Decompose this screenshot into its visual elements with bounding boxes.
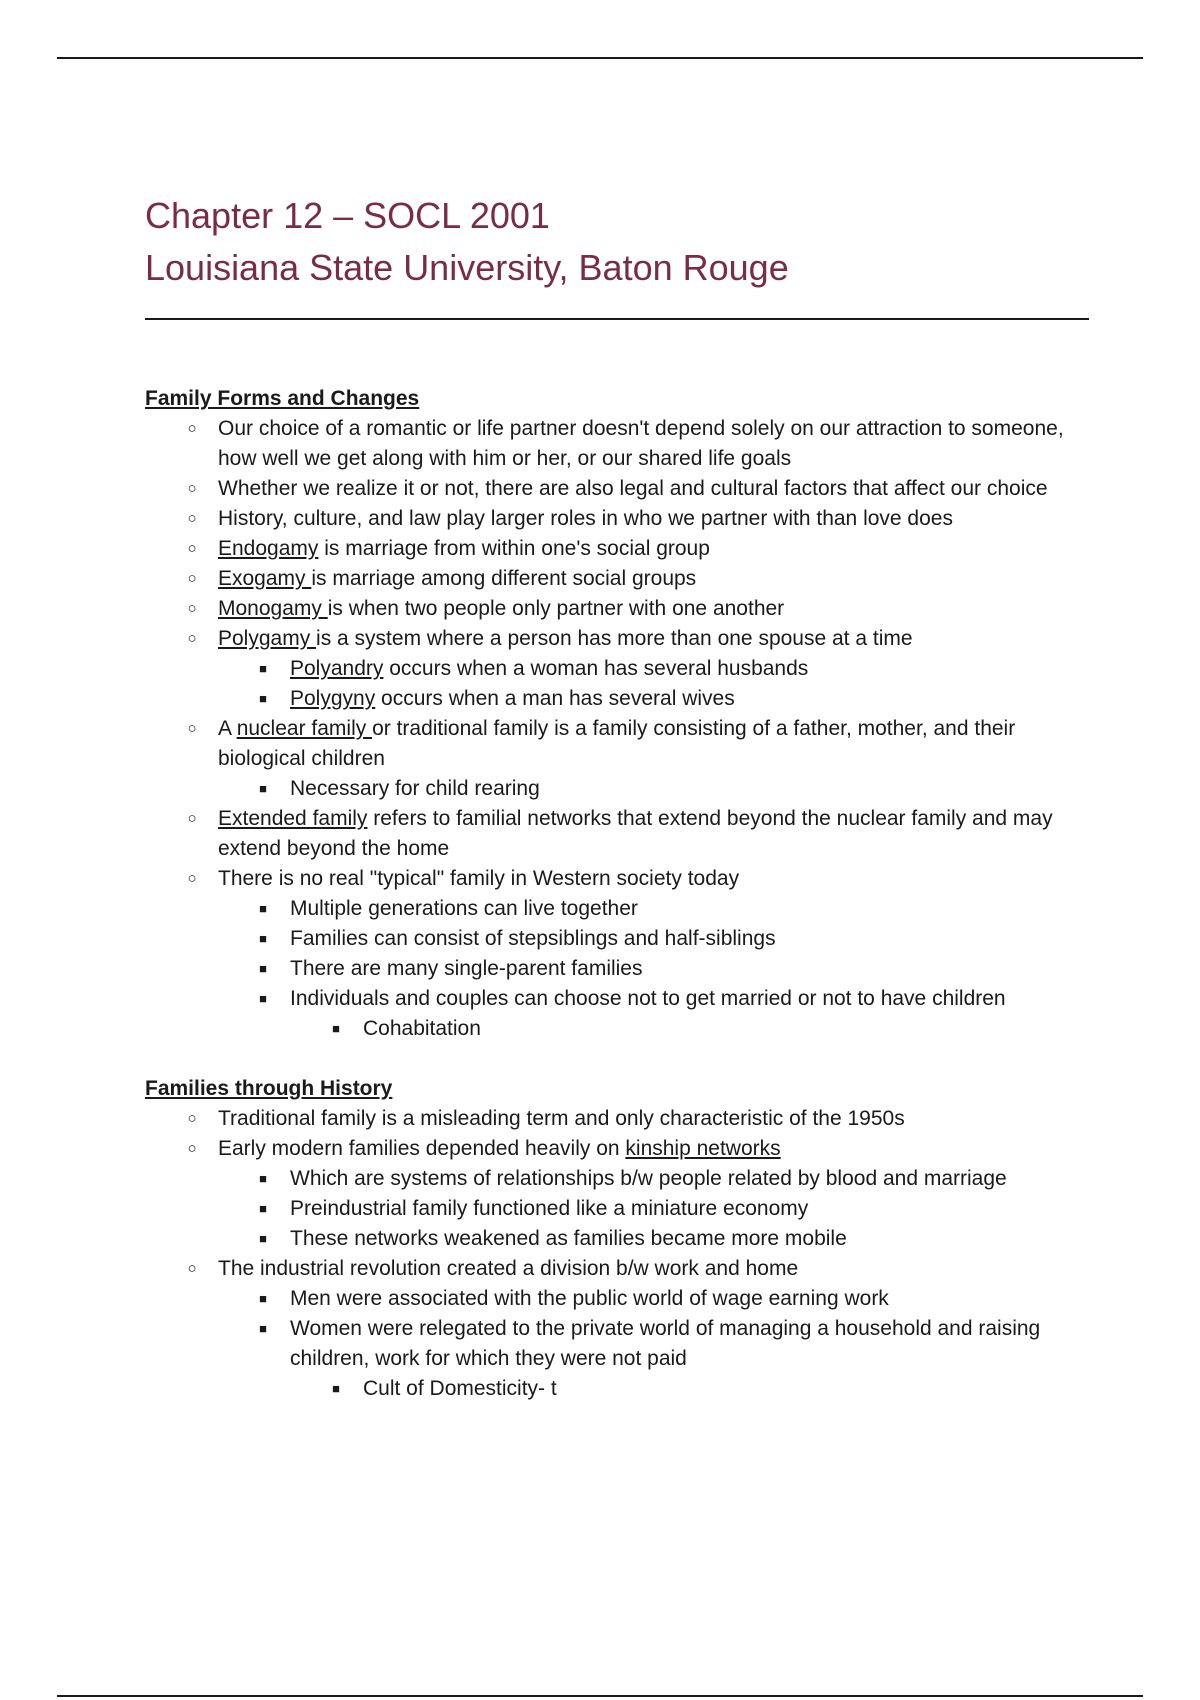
hollow-circle-bullet-icon: ○: [187, 720, 197, 737]
outline-item-level-2: [145, 1194, 1105, 1224]
square-bullet-icon: ■: [259, 661, 267, 676]
outline-item-level-2: [145, 984, 1105, 1014]
key-term: Monogamy: [218, 597, 328, 620]
outline-item-text: [290, 1317, 1040, 1370]
outline-item-text: [218, 627, 913, 650]
item-text-run: There is no real "typical" family in Western society today: [218, 867, 740, 890]
item-text-run: Early modern families depended heavily on: [218, 1137, 626, 1160]
outline-item-level-1: [145, 1254, 1105, 1284]
item-text-run: is when two people only partner with one another: [327, 597, 785, 620]
item-text-run: Families can consist of stepsiblings and half-siblings: [290, 927, 776, 950]
outline-item-level-1: [145, 414, 1105, 474]
hollow-circle-bullet-icon: ○: [187, 510, 197, 527]
outline-item-level-1: [145, 504, 1105, 534]
outline-item-level-2: [145, 684, 1105, 714]
outline-item-level-2: [145, 924, 1105, 954]
outline-item-level-1: [145, 564, 1105, 594]
item-text-run: Traditional family is a misleading term and only characteristic of the 1950s: [218, 1107, 905, 1130]
item-text-run: History, culture, and law play larger roles in who we partner with than love does: [218, 507, 953, 530]
square-bullet-icon: ■: [259, 991, 267, 1006]
key-term: nuclear family: [236, 717, 373, 740]
section-heading: Families through History: [145, 1077, 393, 1100]
outline-item-text: [218, 567, 696, 590]
outline-item-text: [290, 1227, 847, 1250]
item-text-run: Women were relegated to the private world of managing a household and raising children, work for which they were not paid: [290, 1317, 1041, 1370]
outline-item-text: [218, 717, 1015, 770]
outline-item-level-3: [145, 1374, 1105, 1404]
hollow-circle-bullet-icon: ○: [187, 1110, 197, 1127]
outline-item-level-1: [145, 534, 1105, 564]
outline-item-level-3: [145, 1014, 1105, 1044]
hollow-circle-bullet-icon: ○: [187, 1260, 197, 1277]
outline-item-text: [218, 417, 1064, 470]
title-divider: [145, 318, 1089, 320]
outline-item-level-1: [145, 474, 1105, 504]
outline-item-text: [218, 1137, 781, 1160]
outline-item-text: [290, 1167, 1007, 1190]
outline-item-level-1: [145, 1104, 1105, 1134]
page-bottom-rule: [57, 1695, 1143, 1697]
outline-item-level-2: [145, 654, 1105, 684]
item-text-run: Necessary for child rearing: [290, 777, 540, 800]
hollow-circle-bullet-icon: ○: [187, 420, 197, 437]
item-text-run: Our choice of a romantic or life partner doesn't depend solely on our attraction to someone, how well we get along with him or her, or our shared life goals: [218, 417, 1064, 470]
item-text-run: Which are systems of relationships b/w people related by blood and marriage: [290, 1167, 1007, 1190]
square-bullet-icon: ■: [259, 1321, 267, 1336]
section-spacer: [145, 1044, 1105, 1074]
item-text-run: occurs when a woman has several husbands: [383, 657, 809, 680]
outline-item-text: [218, 597, 784, 620]
square-bullet-icon: ■: [259, 961, 267, 976]
key-term: Polygyny: [290, 687, 376, 710]
outline-item-text: [218, 807, 1053, 860]
hollow-circle-bullet-icon: ○: [187, 810, 197, 827]
item-text-run: Cult of Domesticity- t: [363, 1377, 557, 1400]
outline-item-text: [218, 867, 739, 890]
outline-item-level-2: [145, 1284, 1105, 1314]
item-text-run: Preindustrial family functioned like a miniature economy: [290, 1197, 809, 1220]
key-term: Endogamy: [218, 537, 319, 560]
square-bullet-icon: ■: [259, 1291, 267, 1306]
square-bullet-icon: ■: [332, 1021, 340, 1036]
outline-item-level-2: [145, 1164, 1105, 1194]
hollow-circle-bullet-icon: ○: [187, 1140, 197, 1157]
key-term: Extended family: [218, 807, 368, 830]
key-term: Polygamy: [218, 627, 317, 650]
item-text-run: Individuals and couples can choose not to get married or not to have children: [290, 987, 1006, 1010]
section-heading: Family Forms and Changes: [145, 387, 420, 410]
key-term: kinship networks: [625, 1137, 781, 1160]
document-body: [145, 384, 1105, 1404]
item-text-run: Whether we realize it or not, there are also legal and cultural factors that affect our choice: [218, 477, 1048, 500]
title-line-course: Chapter 12 – SOCL 2001: [145, 195, 550, 236]
outline-item-level-2: [145, 954, 1105, 984]
page-top-rule: [57, 57, 1143, 59]
item-text-run: is marriage from within one's social group: [318, 537, 710, 560]
outline-item-level-1: [145, 594, 1105, 624]
hollow-circle-bullet-icon: ○: [187, 540, 197, 557]
item-text-run: Cohabitation: [363, 1017, 481, 1040]
outline-item-text: [218, 507, 953, 530]
outline-item-text: [290, 1197, 808, 1220]
item-text-run: occurs when a man has several wives: [375, 687, 735, 710]
outline-item-text: [363, 1377, 557, 1400]
hollow-circle-bullet-icon: ○: [187, 600, 197, 617]
square-bullet-icon: ■: [259, 781, 267, 796]
outline-item-text: [218, 477, 1048, 500]
outline-item-level-1: [145, 714, 1105, 774]
item-text-run: Men were associated with the public world of wage earning work: [290, 1287, 889, 1310]
outline-item-text: [290, 987, 1006, 1010]
outline-item-text: [218, 537, 710, 560]
item-text-run: These networks weakened as families became more mobile: [290, 1227, 847, 1250]
outline-item-level-1: [145, 624, 1105, 654]
outline-item-level-2: [145, 894, 1105, 924]
outline-item-text: [290, 777, 540, 800]
item-text-run: or traditional family is a family consisting of a father, mother, and their biological children: [218, 717, 1016, 770]
document-title: [145, 190, 1089, 294]
item-text-run: is marriage among different social groups: [311, 567, 697, 590]
outline-item-text: [290, 957, 643, 980]
hollow-circle-bullet-icon: ○: [187, 480, 197, 497]
outline-item-level-2: [145, 774, 1105, 804]
hollow-circle-bullet-icon: ○: [187, 570, 197, 587]
outline-item-level-2: [145, 1224, 1105, 1254]
square-bullet-icon: ■: [259, 931, 267, 946]
outline-item-text: [218, 1257, 798, 1280]
square-bullet-icon: ■: [259, 901, 267, 916]
outline-item-level-1: [145, 1134, 1105, 1164]
outline-item-text: [290, 897, 638, 920]
key-term: Polyandry: [290, 657, 384, 680]
square-bullet-icon: ■: [259, 1171, 267, 1186]
outline-item-text: [290, 927, 776, 950]
square-bullet-icon: ■: [259, 691, 267, 706]
item-text-run: There are many single-parent families: [290, 957, 643, 980]
outline-item-text: [218, 1107, 905, 1130]
square-bullet-icon: ■: [259, 1201, 267, 1216]
outline-item-text: [290, 1287, 889, 1310]
item-text-run: refers to familial networks that extend beyond the nuclear family and may extend beyond the home: [218, 807, 1053, 860]
item-text-run: The industrial revolution created a division b/w work and home: [218, 1257, 799, 1280]
key-term: Exogamy: [218, 567, 312, 590]
item-text-run: Multiple generations can live together: [290, 897, 638, 920]
square-bullet-icon: ■: [332, 1381, 340, 1396]
square-bullet-icon: ■: [259, 1231, 267, 1246]
title-line-university: Louisiana State University, Baton Rouge: [145, 247, 789, 288]
outline-item-level-1: [145, 864, 1105, 894]
hollow-circle-bullet-icon: ○: [187, 870, 197, 887]
outline-item-level-1: [145, 804, 1105, 864]
outline-item-text: [290, 687, 735, 710]
outline-item-text: [290, 657, 808, 680]
hollow-circle-bullet-icon: ○: [187, 630, 197, 647]
outline-item-text: [363, 1017, 481, 1040]
item-text-run: A: [218, 717, 237, 740]
outline-item-level-2: [145, 1314, 1105, 1374]
item-text-run: is a system where a person has more than one spouse at a time: [316, 627, 913, 650]
